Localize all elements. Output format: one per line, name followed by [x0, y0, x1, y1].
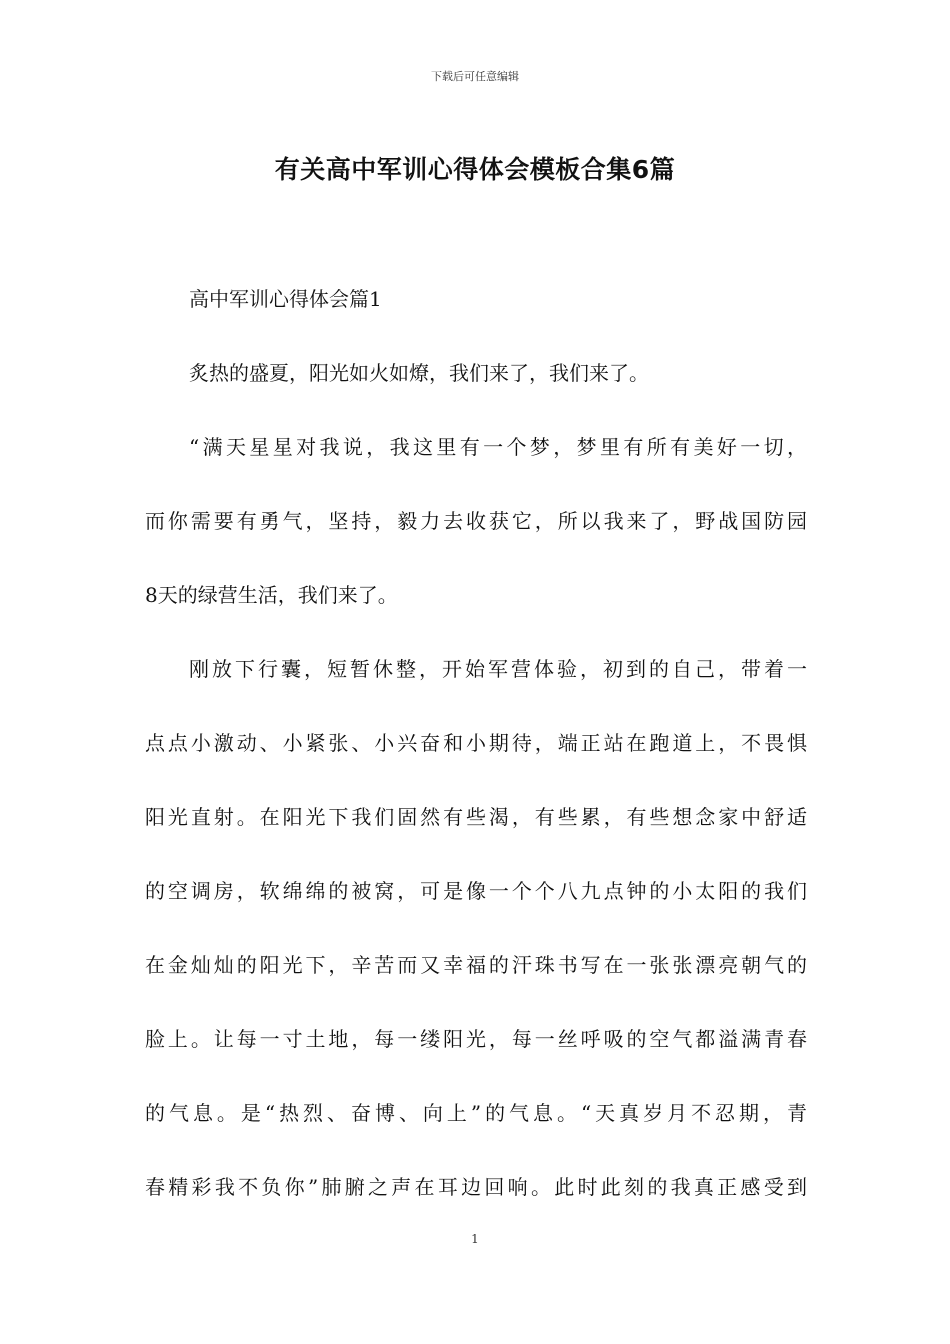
paragraph-line: 的气息。是“热烈、奋博、向上”的气息。“天真岁月不忍期，青 — [145, 1101, 807, 1125]
paragraph-line: 脸上。让每一寸土地，每一缕阳光，每一丝呼吸的空气都溢满青春 — [145, 1027, 807, 1051]
paragraph-gap — [145, 614, 807, 651]
header-note: 下载后可任意编辑 — [431, 70, 519, 83]
paragraph-line: 炙热的盛夏，阳光如火如燎，我们来了，我们来了。 — [189, 361, 649, 385]
page-number: 1 — [471, 1232, 479, 1246]
document-title: 有关高中军训心得体会模板合集6篇 — [274, 155, 676, 184]
paragraph-line: 点点小激动、小紧张、小兴奋和小期待，端正站在跑道上，不畏惧 — [145, 731, 807, 755]
paragraph-line: 8天的绿营生活，我们来了。 — [145, 583, 398, 607]
paragraph-line: “满天星星对我说，我这里有一个梦，梦里有所有美好一切， — [189, 435, 807, 459]
paragraph-line: 在金灿灿的阳光下，辛苦而又幸福的汗珠书写在一张张漂亮朝气的 — [145, 953, 807, 977]
section-heading: 高中军训心得体会篇1 — [189, 287, 382, 311]
paragraph-gap — [145, 392, 807, 429]
line-gap — [145, 1058, 807, 1095]
line-gap — [145, 762, 807, 799]
line-gap — [145, 540, 807, 577]
paragraph-line: 而你需要有勇气，坚持，毅力去收获它，所以我来了，野战国防园 — [145, 509, 807, 533]
body-text — [145, 281, 807, 1206]
line-gap — [145, 836, 807, 873]
line-gap — [145, 1132, 807, 1169]
paragraph-line: 刚放下行囊，短暂休整，开始军营体验，初到的自己，带着一 — [189, 657, 807, 681]
paragraph-line: 的空调房，软绵绵的被窝，可是像一个个八九点钟的小太阳的我们 — [145, 879, 807, 903]
paragraph-gap — [145, 318, 807, 355]
line-gap — [145, 984, 807, 1021]
line-gap — [145, 466, 807, 503]
paragraph-line: 阳光直射。在阳光下我们固然有些渴，有些累，有些想念家中舒适 — [145, 805, 807, 829]
line-gap — [145, 910, 807, 947]
paragraph-line: 春精彩我不负你”肺腑之声在耳边回响。此时此刻的我真正感受到 — [145, 1175, 807, 1199]
line-gap — [145, 688, 807, 725]
